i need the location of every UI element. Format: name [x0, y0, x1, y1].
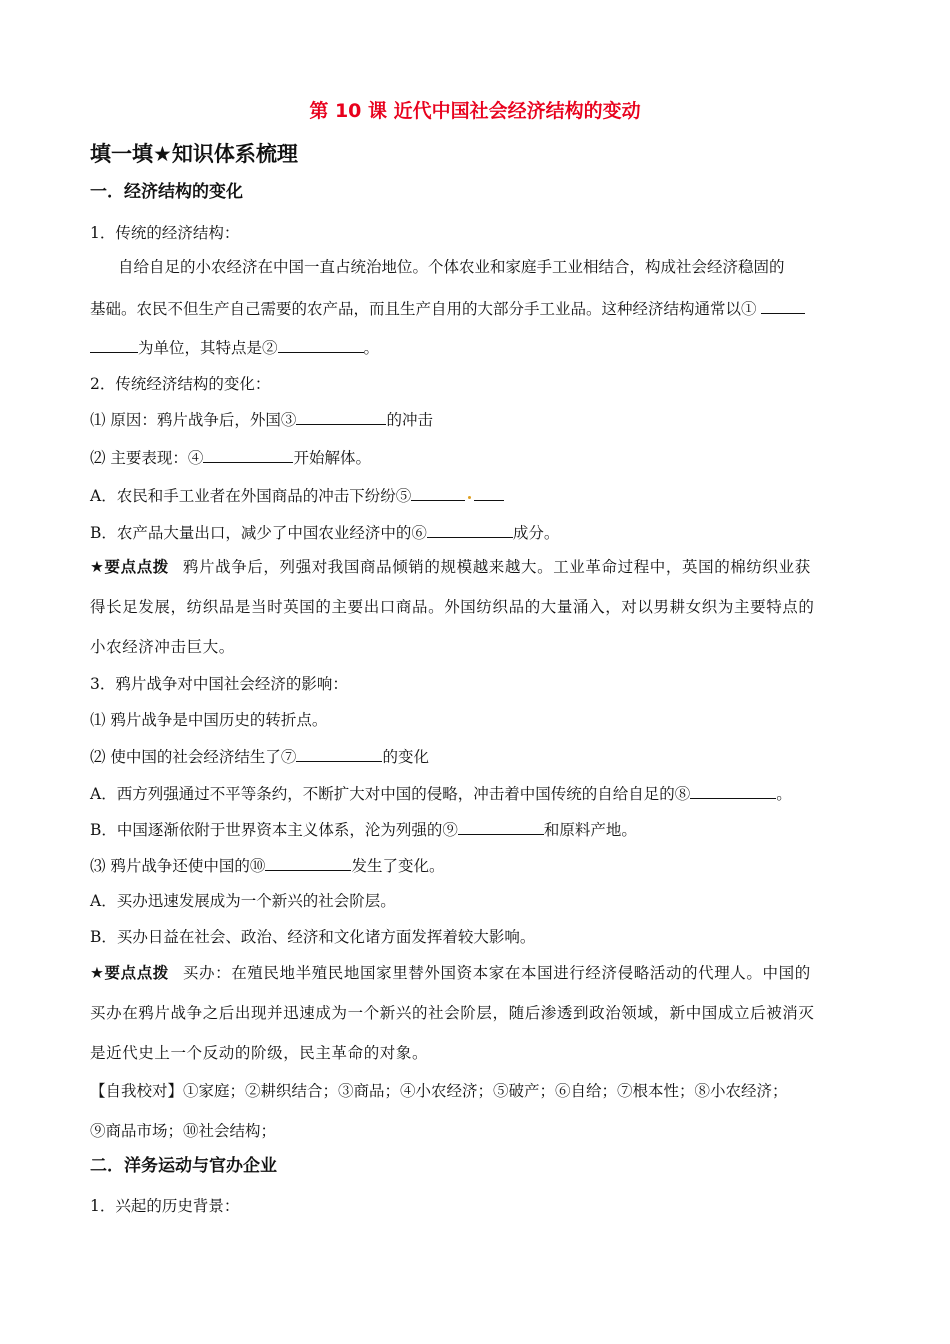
cause-line [90, 408, 433, 431]
b1-line [90, 521, 559, 544]
blank-1 [761, 297, 805, 314]
part2-heading: 二．洋务运动与官办企业 [90, 1156, 277, 1176]
para1-line3 [90, 336, 379, 359]
i2-end: 的变化 [382, 748, 429, 766]
main-text: ⑵ 主要表现：④ [90, 449, 204, 467]
b1-end: 成分。 [512, 524, 560, 542]
b1-text: B．农产品大量出口，减少了中国农业经济中的⑥ [90, 524, 427, 542]
blank-5b [474, 484, 504, 501]
part1-heading: 一．经济结构的变化 [90, 182, 243, 202]
para1-line2 [90, 297, 805, 320]
i3-text: ⑶ 鸦片战争还使中国的⑩ [90, 857, 266, 875]
i2-line [90, 745, 429, 768]
tip2-line3: 是近代史上一个反动的阶级，民主革命的对象。 [90, 1044, 429, 1062]
blank-8 [690, 782, 776, 799]
i3-line [90, 854, 444, 877]
tip2-line2: 买办在鸦片战争之后出现并迅速成为一个新兴的社会阶层，随后渗透到政治领域，新中国成立后被消灭 [90, 1004, 815, 1022]
blank-2 [278, 336, 364, 353]
a1-text: A．农民和手工业者在外国商品的冲击下纷纷⑤ [90, 487, 412, 505]
self-check-line2: ⑨商品市场；⑩社会结构； [90, 1122, 277, 1140]
para1-line3-end: 。 [363, 339, 380, 357]
b2-end: 和原料产地。 [543, 821, 637, 839]
part2-item1-title: 1．兴起的历史背景： [90, 1197, 240, 1215]
b2-line [90, 818, 637, 841]
blank-1-cont [90, 336, 138, 353]
section-heading: 填一填★知识体系梳理 [90, 142, 298, 166]
a2-end: 。 [776, 785, 792, 803]
i1-line: ⑴ 鸦片战争是中国历史的转折点。 [90, 711, 328, 729]
blank-6 [427, 521, 513, 538]
cause-text: ⑴ 原因：鸦片战争后，外国③ [90, 411, 297, 429]
blank-10 [265, 854, 351, 871]
i3-end: 发生了变化。 [351, 857, 445, 875]
main-end: 开始解体。 [293, 449, 371, 467]
tip2-label: ★要点点拨 [90, 964, 169, 982]
tip2-text1: 买办：在殖民地半殖民地国家里替外国资本家在本国进行经济侵略活动的代理人。中国的 [182, 964, 811, 982]
item1-title: 1．传统的经济结构： [90, 224, 240, 242]
tip2-line1 [90, 962, 811, 984]
tip1-line1 [90, 556, 811, 578]
i2-text: ⑵ 使中国的社会经济结生了⑦ [90, 748, 297, 766]
a2-line [90, 782, 792, 805]
para1-line2-text: 基础。农民不但生产自己需要的农产品，而且生产自用的大部分手工业品。这种经济结构通常以① [90, 300, 757, 318]
b3-line: B．买办日益在社会、政治、经济和文化诸方面发挥着较大影响。 [90, 928, 536, 946]
blank-5a [411, 484, 465, 501]
tip1-label: ★要点点拨 [90, 558, 169, 576]
item2-title: 2．传统经济结构的变化： [90, 375, 271, 393]
blank-3 [296, 408, 386, 425]
a1-line [90, 484, 504, 507]
b2-text: B．中国逐渐依附于世界资本主义体系，沦为列强的⑨ [90, 821, 458, 839]
item3-title: 3．鸦片战争对中国社会经济的影响： [90, 675, 348, 693]
para1-line3-text: 为单位，其特点是② [138, 339, 278, 357]
blank-9 [458, 818, 544, 835]
a2-text: A．西方列强通过不平等条约，不断扩大对中国的侵略，冲击着中国传统的自给自足的⑧ [90, 785, 691, 803]
lesson-title: 第 10 课 近代中国社会经济结构的变动 [309, 100, 641, 122]
tip1-line3: 小农经济冲击巨大。 [90, 638, 235, 656]
self-check-line1: 【自我校对】①家庭；②耕织结合；③商品；④小农经济；⑤破产；⑥自给；⑦根本性；⑧小农经济； [90, 1082, 788, 1100]
cause-end: 的冲击 [386, 411, 433, 429]
tip1-line2: 得长足发展，纺织品是当时英国的主要出口商品。外国纺织品的大量涌入，对以男耕女织为主要特点的 [90, 598, 815, 616]
tip1-text1: 鸦片战争后，列强对我国商品倾销的规模越来越大。工业革命过程中，英国的棉纺织业获 [182, 558, 811, 576]
main-line [90, 446, 371, 469]
blank-7 [296, 745, 382, 762]
dot-mark [468, 496, 471, 499]
a3-line: A．买办迅速发展成为一个新兴的社会阶层。 [90, 892, 396, 910]
para1-line1: 自给自足的小农经济在中国一直占统治地位。个体农业和家庭手工业相结合，构成社会经济稳固的 [118, 258, 785, 276]
blank-4 [203, 446, 293, 463]
